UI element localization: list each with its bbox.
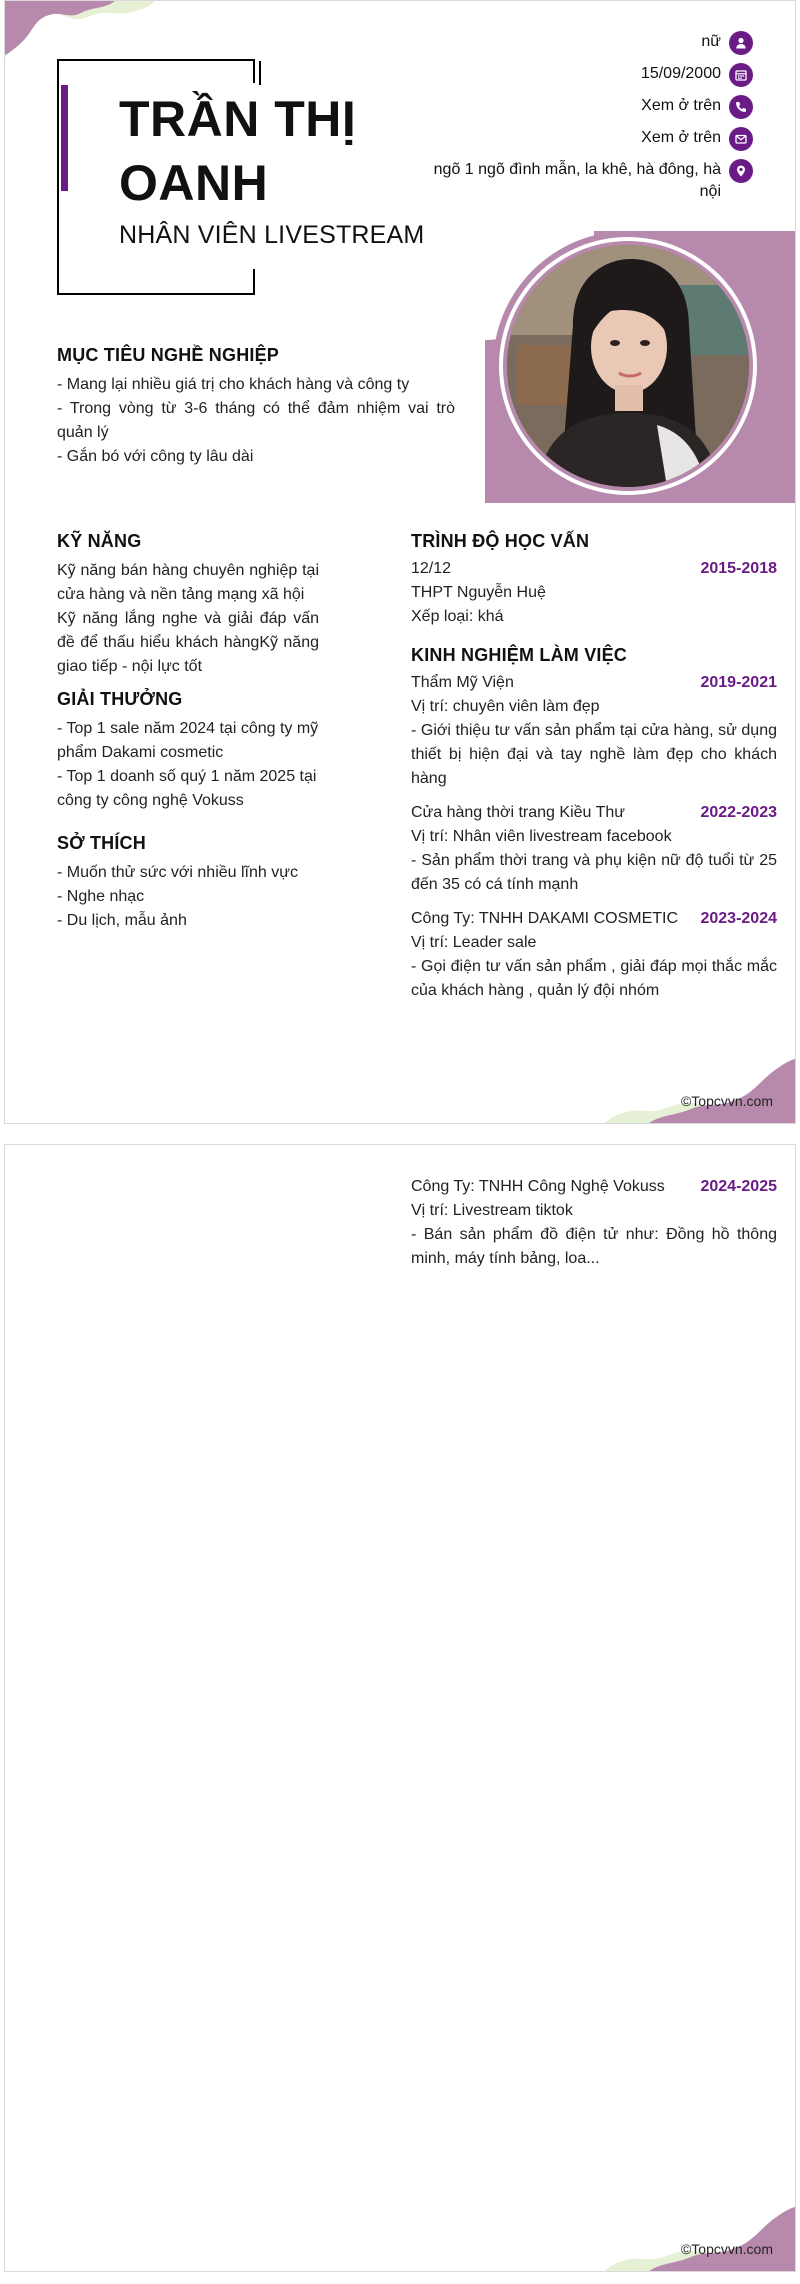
experience-item [411,801,777,897]
contact-birthday-text: 15/09/2000 [640,65,721,82]
awards-body [57,717,327,813]
contact-email-text: Xem ở trên [641,129,721,146]
skills-line: Kỹ năng lắng nghe và giải đáp vấn đề để thấu hiểu khách hàngKỹ năng giao tiếp - nội lực tốt [57,610,319,675]
job-title: NHÂN VIÊN LIVESTREAM [119,221,425,249]
experience-role: Vị trí: chuyên viên làm đẹp [411,698,600,715]
contact-gender-text: nữ [701,33,721,50]
decor-blob-bottom-right [605,2207,795,2271]
experience-item [411,671,777,791]
education-heading: TRÌNH ĐỘ HỌC VẤN [411,531,590,551]
experience-company: Cửa hàng thời trang Kiều Thư [411,804,625,821]
objective-line: - Gắn bó với công ty lâu dài [57,448,254,465]
hobbies-line: - Muốn thử sức với nhiều lĩnh vực [57,864,298,881]
objective-line: - Mang lại nhiều giá trị cho khách hàng và công ty [57,376,410,393]
objective-body [57,373,455,469]
contact-address-text: ngõ 1 ngõ đình mẫn, la khê, hà đông, hà nội [433,161,721,200]
photo-frame [493,231,763,501]
awards-line: - Top 1 sale năm 2024 tại công ty mỹ phẩm Dakami cosmetic [57,720,319,761]
hobbies-body [57,861,357,933]
experience-period: 2024-2025 [700,1178,777,1195]
skills-heading: KỸ NĂNG [57,531,142,551]
objective-line: - Trong vòng từ 3-6 tháng có thể đảm nhiệm vai trò quản lý [57,400,455,441]
experience-role: Vị trí: Livestream tiktok [411,1202,573,1219]
candidate-name-line-2: OANH [119,155,269,211]
experience-role: Vị trí: Nhân viên livestream facebook [411,828,672,845]
calendar-icon [729,63,753,87]
contact-email [641,127,753,151]
name-accent-bar [61,85,68,191]
footer-brand: ©Topcvvn.com [680,2241,773,2257]
awards-heading: GIẢI THƯỞNG [57,689,183,709]
skills-body [57,559,319,679]
experience-item [411,1175,777,1271]
experience-company: Công Ty: TNHH DAKAMI COSMETIC [411,910,679,927]
profile-photo [507,245,749,487]
experience-desc: - Bán sản phẩm đồ điện tử như: Đồng hồ thông minh, máy tính bảng, loa... [411,1226,777,1267]
education-entry [411,557,777,629]
skills-line: Kỹ năng bán hàng chuyên nghiệp tại cửa hàng và nền tảng mạng xã hội [57,562,319,603]
experience-company: Thẩm Mỹ Viện [411,674,514,691]
contact-address [431,159,753,203]
contact-birthday [641,63,753,87]
candidate-name-line-1: TRẦN THỊ [119,91,357,147]
experience-period: 2022-2023 [700,804,777,821]
education-grade: 12/12 [411,560,452,577]
user-icon [729,31,753,55]
frame-cap-top [253,59,255,83]
candidate-name [119,87,419,215]
experience-company: Công Ty: TNHH Công Nghệ Vokuss [411,1178,665,1195]
experience-period: 2019-2021 [700,674,777,691]
email-icon [729,127,753,151]
cv-page-1 [4,0,796,1124]
awards-line: - Top 1 doanh số quý 1 năm 2025 tại công ty công nghệ Vokuss [57,768,317,809]
experience-heading: KINH NGHIỆM LÀM VIỆC [411,645,628,665]
hobbies-line: - Du lịch, mẫu ảnh [57,912,187,929]
decor-blob-top-left [5,1,165,61]
experience-period: 2023-2024 [700,910,777,927]
profile-photo-illustration [507,245,749,487]
contact-phone-text: Xem ở trên [641,97,721,114]
hobbies-heading: SỞ THÍCH [57,833,146,853]
decor-blob-bottom-right [605,1059,795,1123]
experience-desc: - Gọi điện tư vấn sản phẩm , giải đáp mọi thắc mắc của khách hàng , quản lý đội nhóm [411,958,777,999]
experience-role: Vị trí: Leader sale [411,934,537,951]
education-period: 2015-2018 [700,560,777,577]
hobbies-line: - Nghe nhạc [57,888,145,905]
experience-desc: - Giới thiệu tư vấn sản phẩm tại cửa hàng, sử dụng thiết bị hiện đại và tay nghề làm đẹp cho khách hàng [411,722,777,787]
cv-page-2 [4,1144,796,2272]
location-icon [729,159,753,183]
contact-phone [641,95,753,119]
experience-desc: - Sản phẩm thời trang và phụ kiện nữ độ tuổi từ 25 đến 35 có cá tính mạnh [411,852,777,893]
education-school: THPT Nguyễn Huệ [411,584,546,601]
contact-gender [701,31,753,55]
objective-heading: MỤC TIÊU NGHỀ NGHIỆP [57,345,280,365]
education-rank: Xếp loại: khá [411,608,504,625]
footer-brand: ©Topcvvn.com [680,1093,773,1109]
experience-item [411,907,777,1003]
phone-icon [729,95,753,119]
frame-cap-bottom [253,269,255,293]
